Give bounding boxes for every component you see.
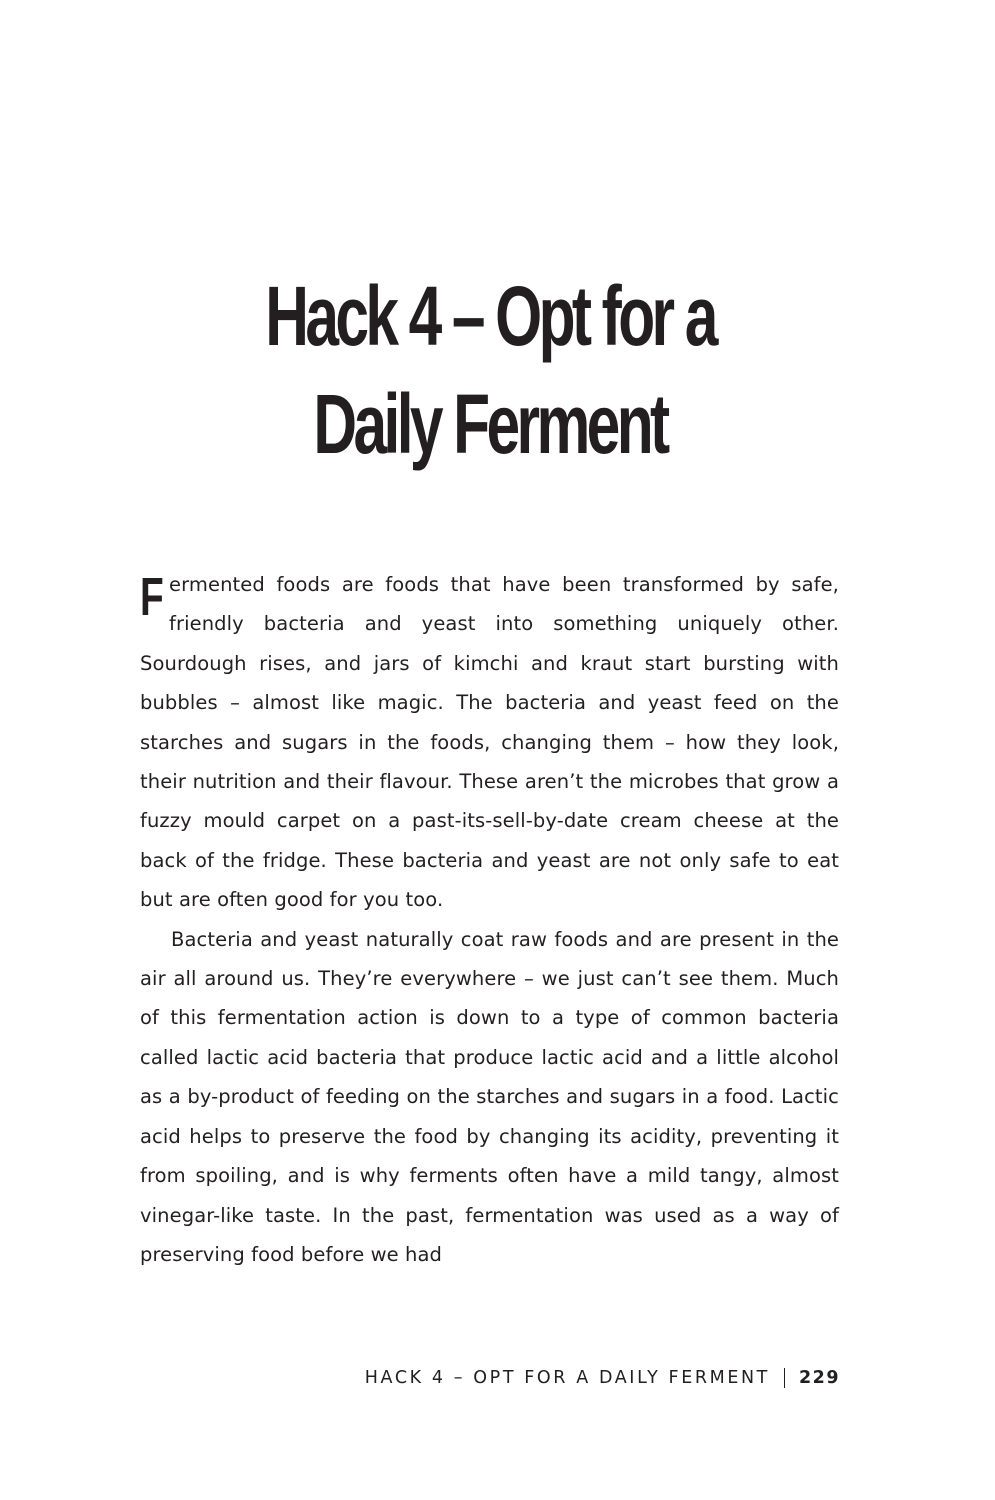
chapter-title-line-2: Daily Ferment [313, 377, 667, 471]
paragraph-1-text: ermented foods are foods that have been transformed by safe, friendly bacteria and yeast into something uniquely other. Sourdough rises, and jars of kimchi and kraut start bursting with bubbles – almost like magic. The bacteria and yeast feed on the starches and sugars in the foods, changing them – how they look, their nutrition and their flavour. These aren’t the microbes that grow a fuzzy mould carpet on a past-its-sell-by-date cream cheese at the back of the fridge. These bacteria and yeast are not only safe to eat but are often good for you too. [140, 573, 839, 912]
page-number: 229 [798, 1368, 840, 1388]
running-footer [365, 1368, 840, 1388]
paragraph-1 [140, 565, 839, 920]
drop-cap: F [140, 567, 164, 627]
running-head: HACK 4 – OPT FOR A DAILY FERMENT [364, 1368, 770, 1388]
body-text [140, 565, 839, 1274]
footer-divider [784, 1368, 785, 1388]
chapter-title-line-1: Hack 4 – Opt for a [265, 269, 715, 363]
chapter-title [140, 262, 840, 478]
paragraph-2: Bacteria and yeast naturally coat raw foods and are present in the air all around us. They’re everywhere – we just can’t see them. Much of this fermentation action is down to a type of common bacteria called lactic acid bacteria that produce lactic acid and a little alcohol as a by-product of feeding on the starches and sugars in a food. Lactic acid helps to preserve the food by changing its acidity, preventing it from spoiling, and is why ferments often have a mild tangy, almost vinegar-like taste. In the past, fermentation was used as a way of preserving food before we had [140, 927, 839, 1266]
